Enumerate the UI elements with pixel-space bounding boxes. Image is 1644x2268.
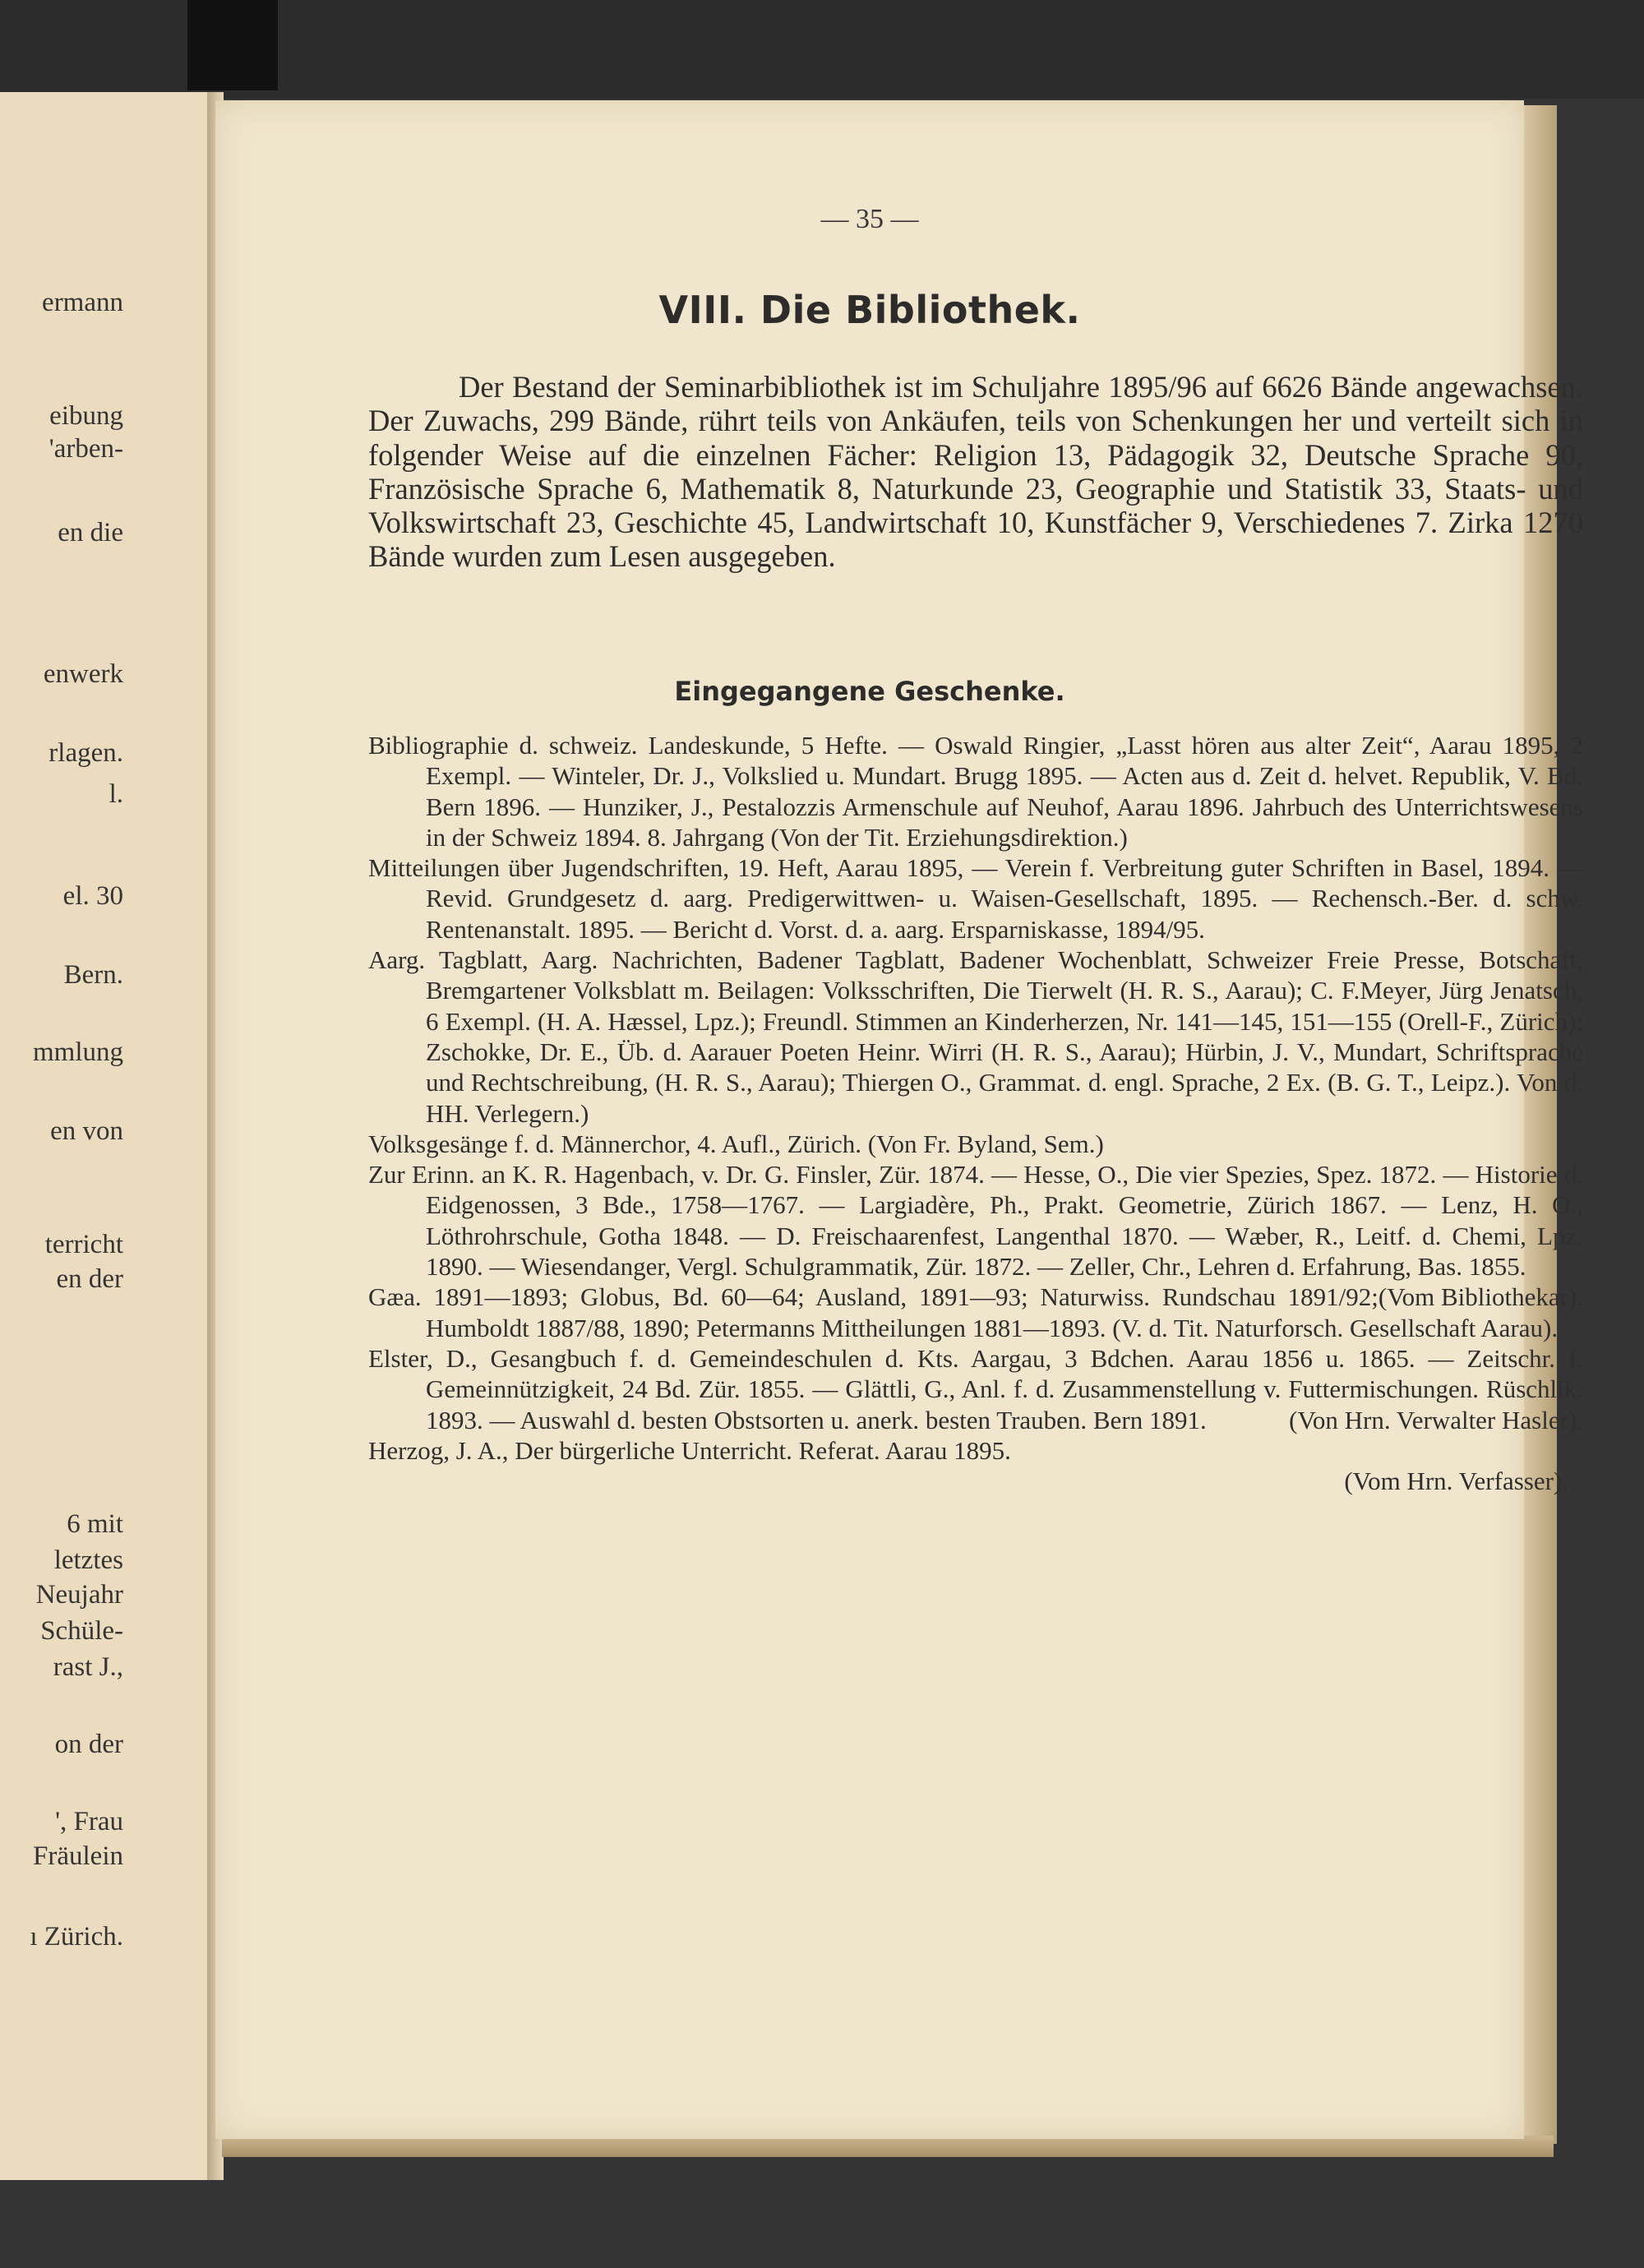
left-fragment: 6 mit xyxy=(67,1509,123,1539)
left-fragment: on der xyxy=(54,1730,123,1759)
list-item: Bibliographie d. schweiz. Landeskunde, 5 Hefte. — Oswald Ringier, „Lasst hören aus alter Zeit“, Aarau 1895, 2 Exempl. — Winteler, Dr. J., Volkslied u. Mundart. Brugg 1895. — Acten aus d. Zeit d. helvet. Republik, V. Bd. Bern 1896. — Hunziker, J., Pestalozzis Armenschule auf Neuhof, Aarau 1896. Jahrbuch des Unterrichtswesens in der Schweiz 1894. 8. Jahrgang (Von der Tit. Erziehungsdirektion.) xyxy=(368,731,1583,852)
left-fragment: ', Frau xyxy=(55,1807,123,1836)
left-fragment: mmlung xyxy=(32,1037,123,1067)
left-fragment: letztes xyxy=(53,1545,123,1575)
list-item: Volksgesänge f. d. Männerchor, 4. Aufl., Zürich. (Von Fr. Byland, Sem.) xyxy=(368,1129,1104,1158)
left-fragment: Neujahr xyxy=(35,1580,123,1610)
intro-paragraph: Der Bestand der Seminarbibliothek ist im Schuljahre 1895/96 auf 6626 Bände angewachsen. Der Zuwachs, 299 Bände, rührt teils von Ankäufen, teils von Schenkungen her und verteilt sich in folgender Weise auf die einzelnen Fächer: Religion 13, Pädagogik 32, Deutsche Sprache 90, Französische Sprache 6, Mathematik 8, Naturkunde 23, Geographie und Statistik 33, Staats- und Volkswirtschaft 23, Geschichte 45, Landwirtschaft 10, Kunstfächer 9, Verschiedenes 7. Zirka 1270 Bände wurden zum Lesen ausgegeben. xyxy=(368,370,1583,574)
donor-credit: (Vom Bibliothekar). xyxy=(1378,1282,1583,1312)
left-fragment: 'arben- xyxy=(48,434,123,464)
left-fragment: rlagen. xyxy=(48,738,123,768)
left-fragment: en der xyxy=(56,1264,123,1294)
list-item: Herzog, J. A., Der bürgerliche Unterricht. Referat. Aarau 1895. xyxy=(368,1435,1011,1465)
list-item: Aarg. Tagblatt, Aarg. Nachrichten, Badener Tagblatt, Badener Wochenblatt, Schweizer Freie Presse, Botschaft, Bremgartener Volksblatt m. Beilagen: Volksschriften, Die Tierwelt (H. R. S., Aarau); C. F.Meyer, Jürg Jenatsch, 6 Exempl. (H. A. Hæssel, Lpz.); Freundl. Stimmen an Kinderherzen, Nr. 141—145, 151—155 (Orell-F., Zürich); Zschokke, Dr. E., Üb. d. Aarauer Poeten Heinr. Wirri (H. R. S., Aarau); Hürbin, J. V., Mundart, Schriftsprache und Rechtschreibung, (H. R. S., Aarau); Thiergen O., Grammat. d. engl. Sprache, 2 Ex. (B. G. T., Leipz.). Von d. HH. Verlegern.) xyxy=(368,945,1583,1128)
left-fragment: l. xyxy=(109,779,123,809)
page-content xyxy=(215,100,1583,2139)
left-fragment: eibung xyxy=(49,401,123,431)
left-fragment: en die xyxy=(58,518,123,547)
left-fragment: Fräulein xyxy=(33,1841,123,1871)
list-item: Gæa. 1891—1893; Globus, Bd. 60—64; Ausland, 1891—93; Naturwiss. Rundschau 1891/92; Humboldt 1887/88, 1890; Petermanns Mittheilungen 1881—1893. (V. d. Tit. Naturforsch. Gesellschaft Aarau). xyxy=(368,1282,1559,1342)
donor-credit: (Vom Hrn. Verfasser). xyxy=(1344,1467,1568,1496)
list-item: Mitteilungen über Jugendschriften, 19. Heft, Aarau 1895, — Verein f. Verbreitung guter Schriften in Basel, 1894. — Revid. Grundgesetz d. aarg. Predigerwittwen- u. Waisen-Gesellschaft, 1895. — Rechensch.-Ber. d. schw. Rentenanstalt. 1895. — Bericht d. Vorst. d. a. aarg. Ersparniskasse, 1894/95. xyxy=(368,853,1583,944)
donor-credit: (Von Hrn. Verwalter Hasler). xyxy=(1289,1405,1583,1434)
gift-list xyxy=(368,730,1583,1496)
left-fragment: ermann xyxy=(42,288,123,317)
entry-text: Elster, D., Gesangbuch f. d. Gemeindeschulen d. Kts. Aargau, 3 Bdchen. Aarau 1856 u. 1865. — Zeitschr. f. Gemeinnützigkeit, 24 Bd. Zür. 1855. — Glättli, G., Anl. f. d. Zusammenstellung v. Futtermischungen. Rüschlik. 1893. — Auswahl d. besten Obstsorten u. anerk. besten Trauben. Bern 1891. xyxy=(368,1343,1583,1434)
left-fragment: Bern. xyxy=(63,960,123,990)
entry-text: Zur Erinn. an K. R. Hagenbach, v. Dr. G. Finsler, Zür. 1874. — Hesse, O., Die vier Spezies, Spez. 1872. — Historie d. Eidgenossen, 3 Bde., 1758—1767. — Largiadère, Ph., Prakt. Geometrie, Zürich 1867. — Lenz, H. O., Löthrohrschule, Gotha 1848. — D. Freischaarenfest, Langenthal 1870. — Wæber, R., Leitf. d. Chemi, Lpz. 1890. — Wiesendanger, Vergl. Schulgrammatik, Zür. 1872. — Zeller, Chr., Lehren d. Erfahrung, Bas. 1855. xyxy=(368,1160,1583,1282)
left-fragment: el. 30 xyxy=(62,881,123,911)
left-fragment: enwerk xyxy=(43,659,123,689)
section-heading: Eingegangene Geschenke. xyxy=(674,676,1065,707)
left-fragment: en von xyxy=(50,1116,123,1146)
left-page xyxy=(0,92,217,2180)
left-fragment: rast J., xyxy=(53,1652,123,1682)
left-fragment: Schüle- xyxy=(40,1616,123,1646)
left-fragment: ı Zürich. xyxy=(30,1922,123,1952)
right-page xyxy=(215,100,1583,2139)
bookmark-ribbon xyxy=(187,0,278,90)
list-item xyxy=(368,1343,1583,1435)
left-fragment: terricht xyxy=(44,1230,123,1259)
page-number: — 35 — xyxy=(820,204,919,234)
chapter-title: VIII. Die Bibliothek. xyxy=(658,288,1081,332)
